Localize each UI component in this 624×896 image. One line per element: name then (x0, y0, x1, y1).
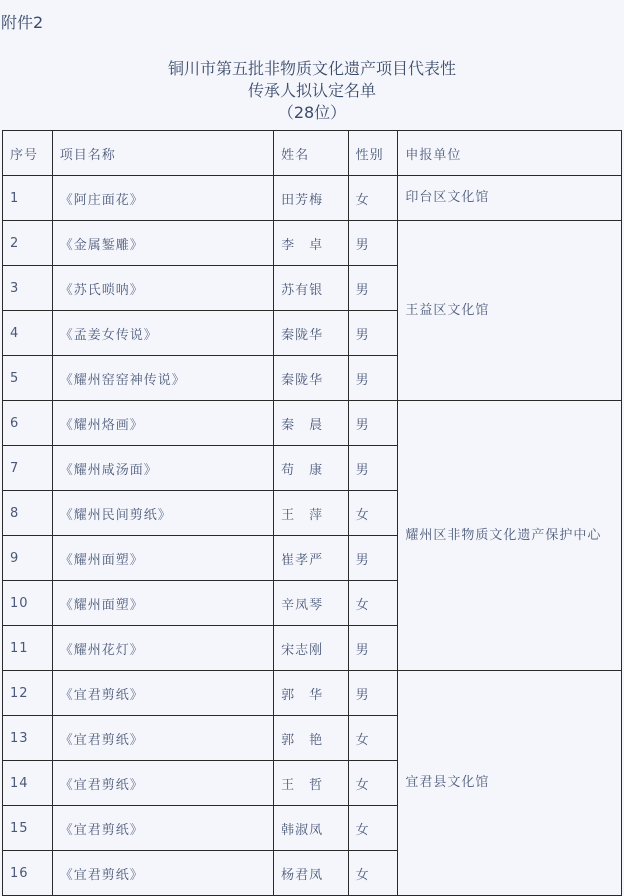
title-line-2: 传承人拟认定名单 (247, 81, 376, 100)
cell-unit: 耀州区非物质文化遗产保护中心 (398, 401, 622, 671)
cell-no: 10 (3, 581, 53, 626)
cell-name: 杨君凤 (274, 851, 349, 896)
cell-project: 《耀州民间剪纸》 (52, 491, 273, 536)
cell-project: 《阿庄面花》 (52, 176, 273, 221)
cell-no: 9 (3, 536, 53, 581)
cell-project: 《耀州花灯》 (52, 626, 273, 671)
header-unit: 申报单位 (398, 131, 622, 176)
title-line-1: 铜川市第五批非物质文化遗产项目代表性 (167, 59, 456, 78)
cell-name: 韩淑凤 (274, 806, 349, 851)
cell-no: 5 (3, 356, 53, 401)
cell-project: 《苏氏唢呐》 (52, 266, 273, 311)
cell-project: 《孟姜女传说》 (52, 311, 273, 356)
cell-name: 辛凤琴 (274, 581, 349, 626)
cell-no: 1 (3, 176, 53, 221)
cell-project: 《耀州窑窑神传说》 (52, 356, 273, 401)
cell-name: 郭 艳 (274, 716, 349, 761)
cell-gender: 男 (348, 266, 398, 311)
cell-name: 秦 晨 (274, 401, 349, 446)
header-project: 项目名称 (52, 131, 273, 176)
cell-gender: 男 (348, 536, 398, 581)
cell-gender: 女 (348, 491, 398, 536)
cell-name: 田芳梅 (274, 176, 349, 221)
cell-name: 秦陇华 (274, 311, 349, 356)
cell-no: 15 (3, 806, 53, 851)
table-row (3, 671, 622, 716)
cell-no: 3 (3, 266, 53, 311)
header-name: 姓名 (274, 131, 349, 176)
cell-project: 《金属錾雕》 (52, 221, 273, 266)
title-line-3: （28位） (277, 103, 347, 122)
cell-project: 《耀州面塑》 (52, 536, 273, 581)
cell-no: 6 (3, 401, 53, 446)
header-gender: 性别 (348, 131, 398, 176)
cell-no: 8 (3, 491, 53, 536)
cell-gender: 男 (348, 221, 398, 266)
cell-gender: 女 (348, 761, 398, 806)
document-title (0, 58, 624, 124)
cell-project: 《宜君剪纸》 (52, 851, 273, 896)
cell-name: 王 萍 (274, 491, 349, 536)
cell-unit: 王益区文化馆 (398, 221, 622, 401)
cell-gender: 男 (348, 671, 398, 716)
heritage-inheritors-table (2, 130, 622, 896)
cell-gender: 女 (348, 716, 398, 761)
cell-gender: 女 (348, 851, 398, 896)
cell-no: 14 (3, 761, 53, 806)
table-row (3, 176, 622, 221)
cell-name: 王 哲 (274, 761, 349, 806)
cell-gender: 男 (348, 401, 398, 446)
cell-name: 李 卓 (274, 221, 349, 266)
cell-project: 《耀州面塑》 (52, 581, 273, 626)
attachment-label: 附件2 (1, 13, 44, 32)
table-header-row (3, 131, 622, 176)
table-row (3, 221, 622, 266)
cell-gender: 男 (348, 311, 398, 356)
cell-gender: 女 (348, 581, 398, 626)
table-row (3, 401, 622, 446)
cell-name: 宋志刚 (274, 626, 349, 671)
cell-project: 《耀州咸汤面》 (52, 446, 273, 491)
cell-project: 《耀州烙画》 (52, 401, 273, 446)
cell-no: 7 (3, 446, 53, 491)
cell-no: 13 (3, 716, 53, 761)
cell-unit: 宜君县文化馆 (398, 671, 622, 896)
cell-name: 崔孝严 (274, 536, 349, 581)
cell-project: 《宜君剪纸》 (52, 761, 273, 806)
cell-no: 11 (3, 626, 53, 671)
cell-gender: 女 (348, 176, 398, 221)
cell-gender: 男 (348, 446, 398, 491)
cell-gender: 女 (348, 806, 398, 851)
cell-project: 《宜君剪纸》 (52, 716, 273, 761)
cell-unit: 印台区文化馆 (398, 176, 622, 221)
cell-project: 《宜君剪纸》 (52, 671, 273, 716)
header-no: 序号 (3, 131, 53, 176)
cell-no: 2 (3, 221, 53, 266)
cell-name: 郭 华 (274, 671, 349, 716)
cell-name: 苟 康 (274, 446, 349, 491)
cell-no: 12 (3, 671, 53, 716)
cell-no: 16 (3, 851, 53, 896)
cell-project: 《宜君剪纸》 (52, 806, 273, 851)
cell-gender: 男 (348, 626, 398, 671)
cell-gender: 男 (348, 356, 398, 401)
cell-name: 苏有银 (274, 266, 349, 311)
cell-no: 4 (3, 311, 53, 356)
cell-name: 秦陇华 (274, 356, 349, 401)
